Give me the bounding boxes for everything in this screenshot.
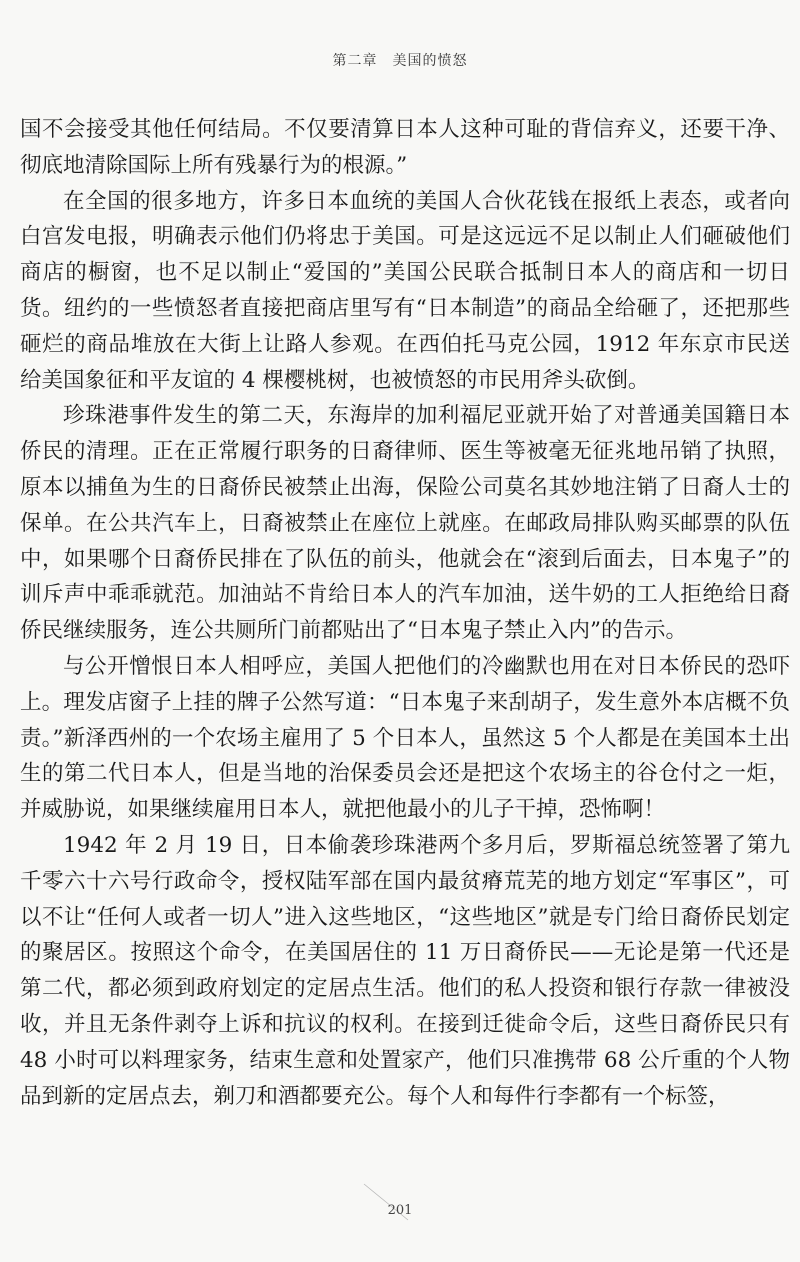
running-header: 第二章 美国的愤怒 — [332, 53, 468, 69]
page-number: 201 — [387, 1203, 413, 1218]
paragraph-3: 珍珠港事件发生的第二天，东海岸的加利福尼亚就开始了对普通美国籍日本侨民的清理。正在正常履行职务的日裔律师、医生等被毫无征兆地吊销了执照，原本以捕鱼为生的日裔侨民被禁止出海，保险公司莫名其妙地注销了日裔人士的保单。在公共汽车上，日裔被禁止在座位上就座。在邮政局排队购买邮票的队伍中，如果哪个日裔侨民排在了队伍的前头，他就会在“滚到后面去，日本鬼子”的训斥声中乖乖就范。加油站不肯给日本人的汽车加油，送牛奶的工人拒绝给日裔侨民继续服务，连公共厕所门前都贴出了“日本鬼子禁止入内”的告示。 — [20, 403, 790, 644]
paragraph-2: 在全国的很多地方，许多日本血统的美国人合伙花钱在报纸上表态，或者向白宫发电报，明确表示他们仍将忠于美国。可是这远远不足以制止人们砸破他们商店的橱窗，也不足以制止“爱国的”美国公民联合抵制日本人的商店和一切日货。纽约的一些愤怒者直接把商店里写有“日本制造”的商品全给砸了，还把那些砸烂的商品堆放在大街上让路人参观。在西伯托马克公园，1912 年东京市民送给美国象征和平友谊的 4 棵樱桃树，也被愤怒的市民用斧头砍倒。 — [20, 188, 790, 393]
paragraph-1: 国不会接受其他任何结局。不仅要清算日本人这种可耻的背信弃义，还要干净、彻底地清除国际上所有残暴行为的根源。” — [20, 117, 790, 178]
body-text — [20, 112, 790, 1114]
paragraph-5: 1942 年 2 月 19 日，日本偷袭珍珠港两个多月后，罗斯福总统签署了第九千零六十六号行政命令，授权陆军部在国内最贫瘠荒芜的地方划定“军事区”，可以不让“任何人或者一切人”进入这些地区，“这些地区”就是专门给日裔侨民划定的聚居区。按照这个命令，在美国居住的 11 万日裔侨民——无论是第一代还是第二代，都必须到政府划定的定居点生活。他们的私人投资和银行存款一律被没收，并且无条件剥夺上诉和抗议的权利。在接到迁徙命令后，这些日裔侨民只有 48 小时可以料理家务，结束生意和处置家产，他们只准携带 68 公斤重的个人物品到新的定居点去，剃刀和酒都要充公。每个人和每件行李都有一个标签， — [20, 832, 790, 1109]
paragraph-4: 与公开憎恨日本人相呼应，美国人把他们的冷幽默也用在对日本侨民的恐吓上。理发店窗子上挂的牌子公然写道：“日本鬼子来刮胡子，发生意外本店概不负责。”新泽西州的一个农场主雇用了 5 个日本人，虽然这 5 个人都是在美国本土出生的第二代日本人，但是当地的治保委员会还是把这个农场主的谷仓付之一炬，并威胁说，如果继续雇用日本人，就把他最小的儿子干掉，恐怖啊！ — [20, 653, 790, 823]
